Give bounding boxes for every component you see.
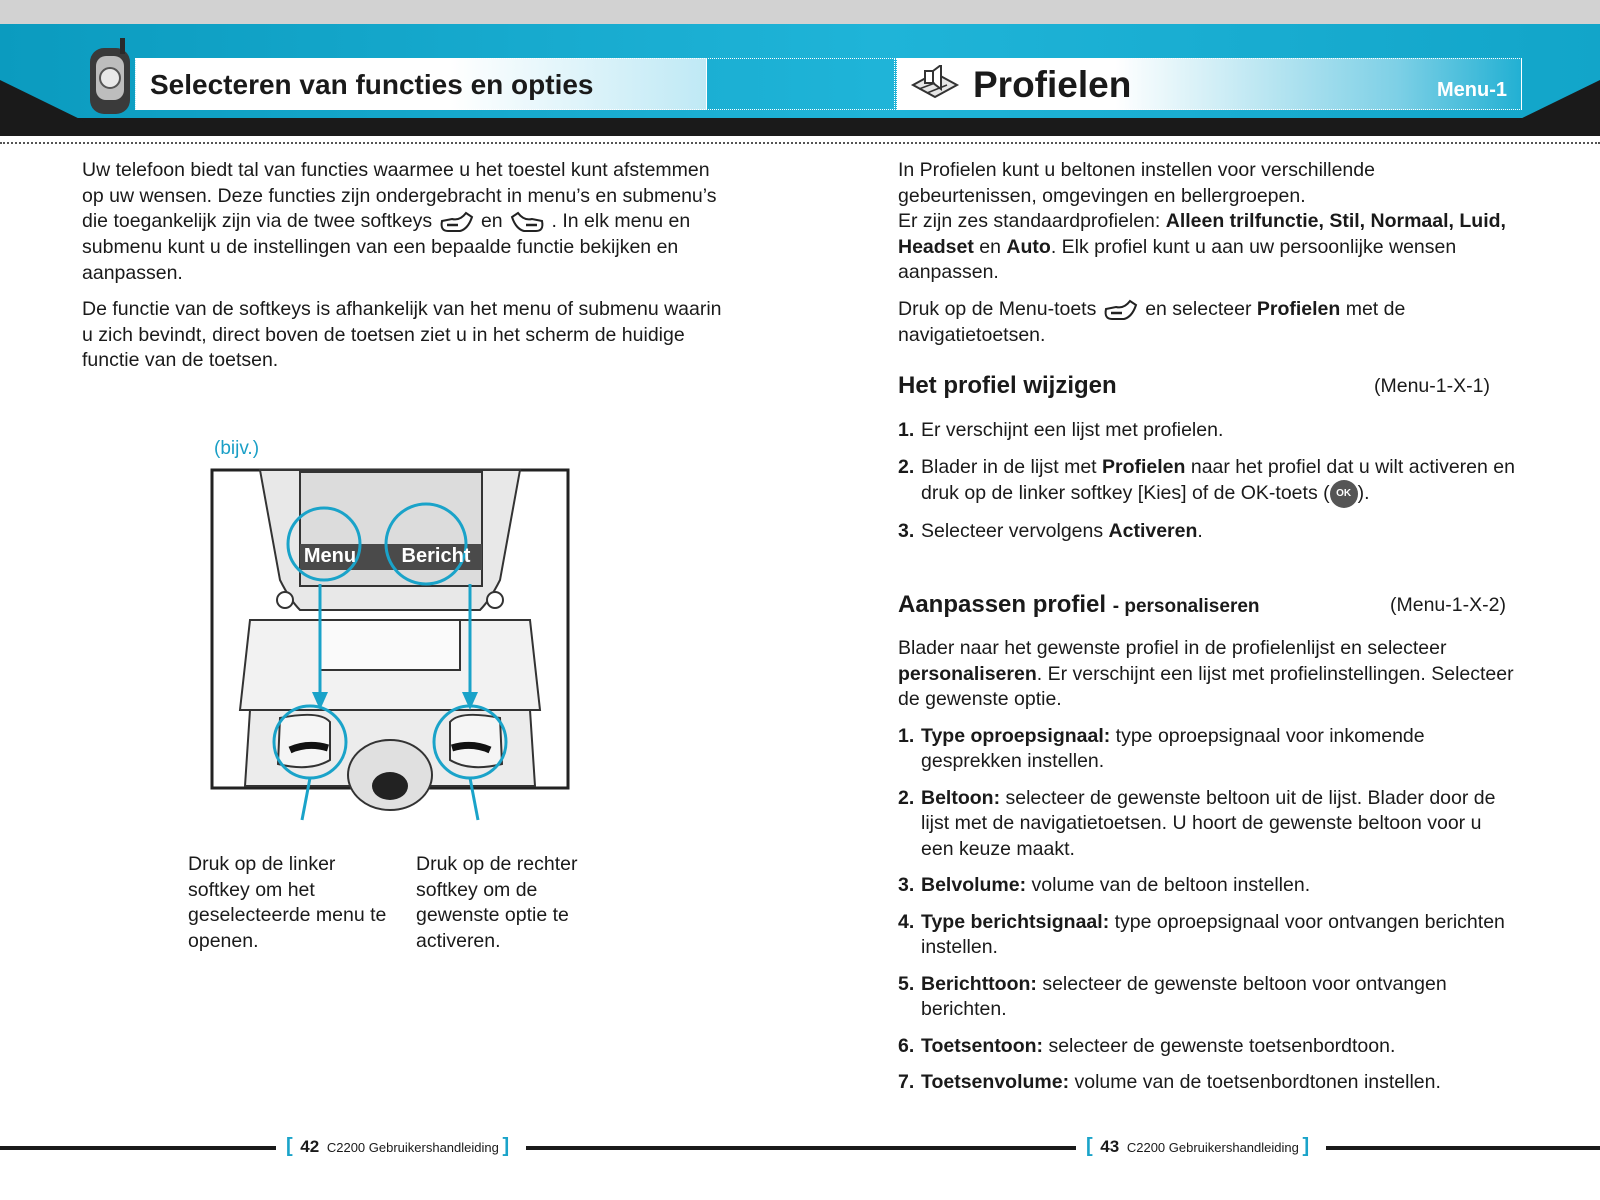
example-label: (bijv.) — [214, 438, 260, 459]
item-bold: Activeren — [1108, 520, 1198, 542]
right-softkey-icon — [508, 209, 546, 235]
item-number: 3. — [898, 874, 915, 896]
item-number: 2. — [898, 455, 915, 478]
section2-subtitle: - personaliseren — [1112, 596, 1260, 617]
item-number: 1. — [898, 419, 915, 441]
item-text: selecteer de gewenste toetsenbordtoon. — [1043, 1034, 1396, 1057]
item-bold: Berichttoon: — [921, 972, 1037, 995]
item-number: 4. — [898, 910, 915, 933]
item-bold: Toetsenvolume: — [921, 1071, 1070, 1093]
ok-key-icon: OK — [1330, 480, 1358, 508]
left-softkey-icon — [438, 209, 476, 235]
footer-rule-left-a — [0, 1146, 276, 1150]
list-item — [898, 786, 1518, 863]
page-number-right: 43 — [1100, 1137, 1120, 1156]
item-text: Blader in de lijst met — [921, 455, 1102, 478]
footer-bracket-close: ] — [502, 1135, 510, 1157]
intro3-bold: Profielen — [1256, 297, 1341, 320]
footer-rule-middle — [526, 1146, 1076, 1150]
left-paragraph-1 — [82, 158, 722, 286]
item-text: volume van de beltoon instellen. — [1026, 874, 1311, 896]
section-heading-aanpassen-profiel — [898, 591, 1260, 619]
intro2-profiles: Alleen trilfunctie, Stil, Normaal, Luid, Headset — [898, 210, 1506, 258]
list-item — [898, 972, 1518, 1023]
item-text: selecteer de gewenste beltoon voor ontvangen berichten. — [921, 972, 1447, 1020]
intro2-post: . Elk profiel kunt u aan uw persoonlijke wensen aanpassen. — [898, 235, 1457, 283]
right-intro-3 — [898, 297, 1518, 349]
profile-speaker-icon — [907, 65, 961, 103]
section2-list — [898, 636, 1518, 1107]
right-header-box — [896, 58, 1522, 110]
intro2-mid: en — [973, 235, 1007, 258]
phone-icon — [84, 38, 136, 118]
left-header-extension — [708, 58, 895, 110]
section2-intro-bold: personaliseren — [898, 662, 1037, 685]
list-item — [898, 1070, 1518, 1096]
footer-right — [1086, 1135, 1309, 1158]
list-item — [898, 873, 1518, 899]
item-bold: Toetsentoon: — [921, 1034, 1044, 1057]
section-ref-menu-1-x-2: (Menu-1-X-2) — [1390, 594, 1506, 616]
section2-intro — [898, 636, 1518, 713]
section2-title: Aanpassen profiel — [898, 591, 1107, 618]
footer-bracket-open: [ — [1086, 1135, 1093, 1157]
section2-intro-post: . Er verschijnt een lijst met profielinstellingen. Selecteer de gewenste optie. — [898, 662, 1514, 710]
left-page-title: Selecteren van functies en opties — [150, 69, 594, 100]
menu-number: Menu-1 — [1437, 79, 1507, 101]
right-intro-2 — [898, 209, 1518, 286]
list-item — [898, 519, 1518, 545]
item-bold: Beltoon: — [921, 786, 1001, 809]
right-page-title: Profielen — [973, 64, 1132, 105]
left-body — [82, 158, 722, 385]
list-item — [898, 1034, 1518, 1060]
right-body — [898, 158, 1518, 359]
section-heading-profiel-wijzigen: Het profiel wijzigen — [898, 372, 1117, 399]
p1-text-a: Uw telefoon biedt tal van functies waarmee u het toestel kunt afstemmen op uw wensen. Deze functies zijn ondergebracht in menu’s en submenu’s die toegankelijk zijn via de twee softkeys — [82, 159, 717, 233]
intro3-mid: en selecteer — [1145, 297, 1257, 320]
item-number: 2. — [898, 786, 915, 809]
menu-softkey-icon — [1102, 297, 1140, 323]
item-bold: Type oproepsignaal: — [921, 724, 1111, 747]
screen-label-menu: Menu — [303, 545, 357, 567]
item-number: 6. — [898, 1034, 915, 1057]
footer-bracket-open: [ — [286, 1135, 293, 1157]
item-number: 1. — [898, 724, 915, 747]
item-bold: Profielen — [1102, 455, 1186, 478]
item-number: 3. — [898, 520, 915, 542]
item-text: naar het profiel dat u wilt activeren en druk op de linker softkey [Kies] of de OK-toets ( — [921, 455, 1515, 505]
caption-right-softkey: Druk op de rechter softkey om de gewenste optie te activeren. — [416, 853, 578, 952]
list-item — [898, 910, 1518, 961]
footer-title-right: C2200 Gebruikershandleiding — [1126, 1140, 1299, 1155]
footer-bracket-close: ] — [1302, 1135, 1310, 1157]
item-text: Selecteer vervolgens — [921, 520, 1109, 542]
item-text: volume van de toetsenbordtonen instellen. — [1069, 1071, 1441, 1093]
left-header-box — [135, 58, 707, 110]
phone-body — [240, 470, 540, 810]
item-bold: Belvolume: — [921, 874, 1027, 896]
item-number: 7. — [898, 1071, 915, 1093]
item-bold: Type berichtsignaal: — [921, 910, 1110, 933]
item-text: type oproepsignaal voor ontvangen berichten instellen. — [921, 910, 1505, 958]
item-number: 5. — [898, 972, 915, 995]
header-dark-strip — [0, 118, 1600, 136]
header-corner-left — [0, 80, 90, 124]
header-dotted-rule — [0, 142, 1600, 144]
intro3-pre: Druk op de Menu-toets — [898, 297, 1097, 320]
section2-intro-pre: Blader naar het gewenste profiel in de profielenlijst en selecteer — [898, 637, 1447, 659]
item-text: . — [1197, 520, 1203, 542]
screen-label-bericht: Bericht — [401, 545, 471, 567]
intro3-post: met de navigatietoetsen. — [898, 297, 1406, 346]
item-text: Er verschijnt een lijst met profielen. — [921, 419, 1224, 441]
section-ref-menu-1-x-1: (Menu-1-X-1) — [1374, 375, 1490, 397]
list-item — [898, 455, 1518, 509]
right-intro-1: In Profielen kunt u beltonen instellen voor verschillende gebeurtenissen, omgevingen en bellergroepen. — [898, 159, 1375, 207]
caption-left-softkey: Druk op de linker softkey om het geselecteerde menu te openen. — [188, 853, 387, 952]
footer-rule-right — [1326, 1146, 1600, 1150]
intro2-pre: Er zijn zes standaardprofielen: — [898, 210, 1166, 232]
p1-text-b: en — [480, 210, 503, 233]
list-item — [898, 724, 1518, 775]
left-paragraph-2: De functie van de softkeys is afhankelijk van het menu of submenu waarin u zich bevindt, direct boven de toetsen ziet u in het scherm de huidige functie van de toetsen. — [82, 298, 722, 371]
p1-text-c: . In elk menu en submenu kunt u de instellingen van een bepaalde functie bekijken en aanpassen. — [82, 210, 691, 284]
footer-left — [286, 1135, 509, 1158]
top-margin — [0, 0, 1600, 24]
header-corner-right — [1510, 80, 1600, 124]
item-text-end: ). — [1357, 482, 1370, 505]
section1-list — [898, 418, 1518, 556]
item-text: selecteer de gewenste beltoon uit de lijst. Blader door de lijst met de navigatietoetsen. U hoort de gewenste beltoon voor u een keuze maakt. — [921, 786, 1496, 860]
intro2-auto: Auto — [1006, 235, 1051, 258]
page-number-left: 42 — [300, 1137, 320, 1156]
item-text: type oproepsignaal voor inkomende gesprekken instellen. — [921, 724, 1425, 772]
footer-title-left: C2200 Gebruikershandleiding — [326, 1140, 499, 1155]
list-item — [898, 418, 1518, 444]
phone-softkey-diagram — [190, 460, 610, 830]
